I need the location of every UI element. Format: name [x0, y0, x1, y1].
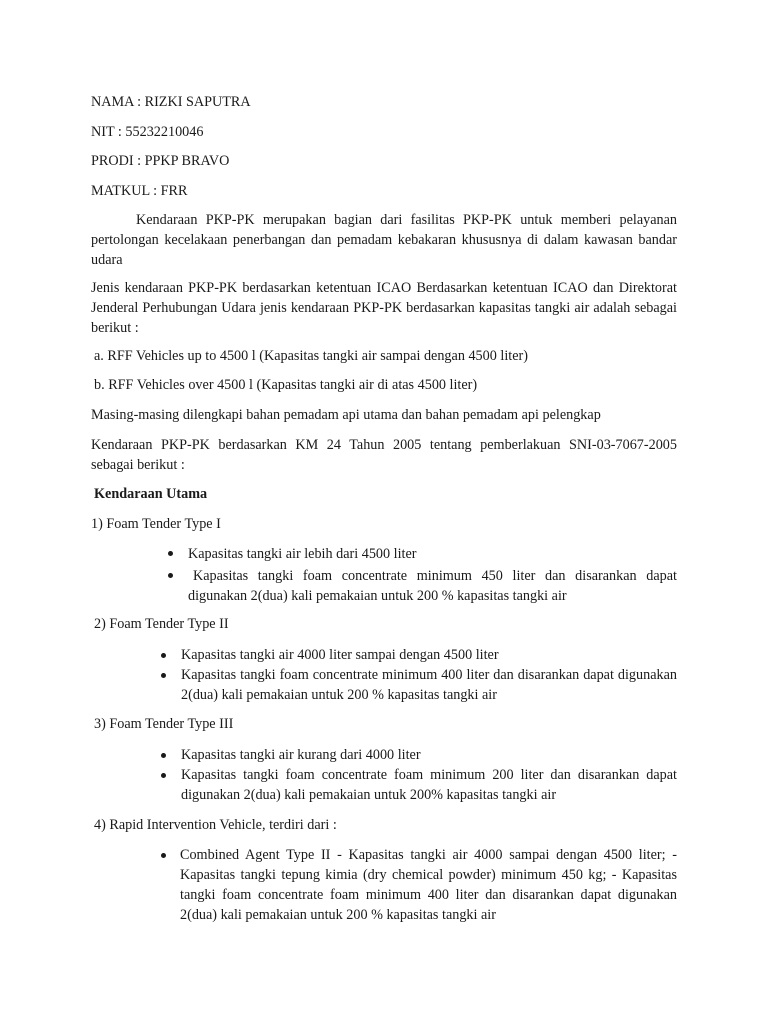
type-1-bullet-2: Kapasitas tangki foam concentrate minimum 450 liter dan disarankan dapat digunakan 2(dua) kali pemakaian untuk 200 % kapasitas tangki air — [188, 568, 677, 604]
bullet-icon — [161, 773, 166, 778]
list-item-a: a. RFF Vehicles up to 4500 l (Kapasitas tangki air sampai dengan 4500 liter) — [94, 348, 528, 364]
type-4-bullet-1: Combined Agent Type II - Kapasitas tangki air 4000 sampai dengan 4500 liter; - Kapasitas tangki tepung kimia (dry chemical powder) minimum 450 kg; - Kapasitas tangki foam concentrate foam minimum 400 liter dan disarankan dapat digunakan 2(dua) kali pemakaian untuk 200 % kapasitas tangki air — [180, 847, 677, 923]
type-2-bullet-1: Kapasitas tangki air 4000 liter sampai dengan 4500 liter — [181, 647, 499, 663]
vehicle-types-paragraph: Jenis kendaraan PKP-PK berdasarkan ketentuan ICAO Berdasarkan ketentuan ICAO dan Direktorat Jenderal Perhubungan Udara jenis kendaraan PKP-PK berdasarkan kapasitas tangki air adalah sebagai berikut : — [91, 280, 677, 336]
extinguisher-paragraph: Masing-masing dilengkapi bahan pemadam api utama dan bahan pemadam api pelengkap — [91, 407, 601, 423]
type-3-bullet-1: Kapasitas tangki air kurang dari 4000 liter — [181, 747, 421, 763]
bullet-icon — [161, 853, 166, 858]
type-2-bullet-2: Kapasitas tangki foam concentrate minimum 400 liter dan disarankan dapat digunakan 2(dua) kali pemakaian untuk 200 % kapasitas tangki air — [181, 667, 677, 703]
type-1-bullet-1: Kapasitas tangki air lebih dari 4500 liter — [188, 546, 417, 562]
bullet-icon — [168, 551, 173, 556]
type-2-heading: 2) Foam Tender Type II — [94, 616, 229, 632]
student-nit: NIT : 55232210046 — [91, 124, 204, 140]
course-name: MATKUL : FRR — [91, 183, 188, 199]
regulation-paragraph: Kendaraan PKP-PK berdasarkan KM 24 Tahun 2005 tentang pemberlakuan SNI-03-7067-2005 sebagai berikut : — [91, 437, 677, 473]
type-3-bullet-2: Kapasitas tangki foam concentrate foam minimum 200 liter dan disarankan dapat digunakan 2(dua) kali pemakaian untuk 200% kapasitas tangki air — [181, 767, 677, 803]
bullet-icon — [161, 753, 166, 758]
bullet-icon — [161, 653, 166, 658]
bullet-icon — [168, 573, 173, 578]
type-3-heading: 3) Foam Tender Type III — [94, 716, 234, 732]
bullet-icon — [161, 673, 166, 678]
section-title: Kendaraan Utama — [94, 486, 208, 502]
type-1-heading: 1) Foam Tender Type I — [91, 516, 221, 532]
type-4-heading: 4) Rapid Intervention Vehicle, terdiri dari : — [94, 817, 337, 833]
study-program: PRODI : PPKP BRAVO — [91, 153, 230, 169]
intro-paragraph: Kendaraan PKP-PK merupakan bagian dari fasilitas PKP-PK untuk memberi pelayanan pertolongan kecelakaan penerbangan dan pemadam kebakaran khususnya di dalam kawasan bandar udara — [91, 212, 677, 268]
student-name: NAMA : RIZKI SAPUTRA — [91, 94, 251, 110]
list-item-b: b. RFF Vehicles over 4500 l (Kapasitas tangki air di atas 4500 liter) — [94, 377, 478, 393]
